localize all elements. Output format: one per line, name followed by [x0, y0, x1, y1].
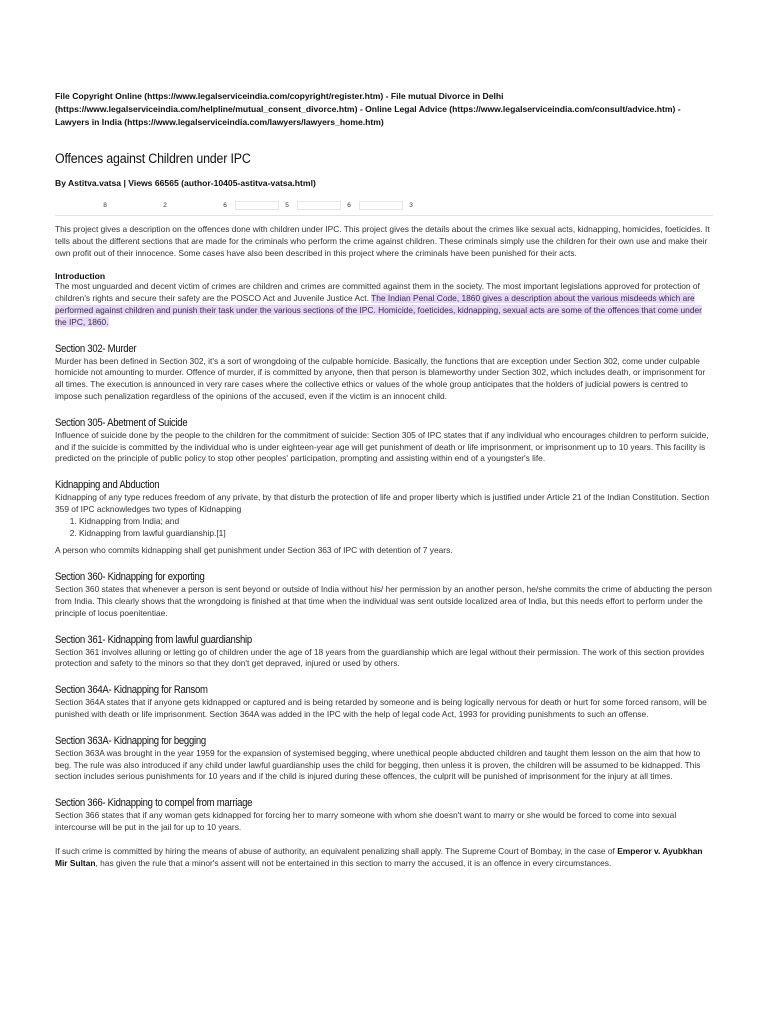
header-links[interactable] [55, 90, 713, 129]
case-name: Emperor v. Ayubkhan Mir Sultan [55, 845, 703, 868]
header-links-line-2[interactable]: (https://www.legalserviceindia.com/helpline/mutual_consent_divorce.htm) - Online Legal Advice (https://www.legalserviceindia.com/consult/advice.htm) - [55, 104, 681, 114]
article-byline[interactable]: By Astitva.vatsa | Views 66565 (author-10405-astitva-vatsa.html) [55, 178, 316, 188]
share-button-box[interactable] [359, 201, 403, 210]
share-count-2[interactable]: 2 [163, 201, 167, 209]
section-363a-text: Section 363A was brought in the year 1959 for the expansion of systemised begging, where unethical people abducted children and taught them lesson on the aim that how to beg. The rule was also introduced if any child under lawful guardianship uses the child for begging, then unless it is proven, the children will be assumed to be kidnapped. This section includes serious punishments for 10 years and if the child is injured during these offences, the culprit will be punished of imprisonment for the injury at all times. [55, 747, 701, 782]
section-366-case-paragraph [55, 846, 713, 870]
list-item: 2. Kidnapping from lawful guardianship.[1] [79, 528, 713, 540]
share-button-box[interactable] [297, 201, 341, 210]
section-305-heading: Section 305- Abetment of Suicide [55, 416, 188, 429]
intro-highlighted-text[interactable]: The Indian Penal Code, 1860 gives a description about the various misdeeds which are performed against children and punish their task under the various sections of the IPC. Homicide, foeticides, kidnapping, sexual acts are some of the offences that come under the IPC, 1860. [55, 293, 702, 327]
section-364a-text: Section 364A states that if anyone gets kidnapped or captured and is being retarded by someone and is being logically nervous for death or hurt for some forced ransom, will be punished with death or life imprisonment. Section 364A was added in the IPC with the help of legal code Act, 1993 for providing punishments to such an offense. [55, 697, 707, 719]
share-button-box[interactable] [235, 201, 279, 210]
share-count-5[interactable]: 6 [347, 201, 351, 209]
intro-paragraph [55, 281, 713, 328]
intro-text: The most unguarded and decent victim of crimes are children and crimes are committed against them in the society. The most important legislations approved for protection of children's rights and secure their safety are the POSCO Act and Juvenile Justice Act. [55, 281, 700, 304]
section-302-text: Murder has been defined in Section 302, it's a sort of wrongdoing of the culpable homicide. Basically, the functions that are exception under Section 302, come under culpable homicide not amounting to murder. Offence of murder, if is committed by anyone, then that person is blameworthy under Section 302, which includes death, or imprisonment for all times. The execution is announced in very rare cases where the collective ethics or values of the whole group anticipates that the holders of judicial powers is centred to impose such penalization regardless of the opinions of the accused, even if the victim is an innocent child. [55, 355, 706, 401]
kidnapping-punishment-text: A person who commits kidnapping shall get punishment under Section 363 of IPC with detention of 7 years. [55, 545, 453, 556]
share-count-1[interactable]: 8 [103, 201, 107, 209]
kidnapping-heading: Kidnapping and Abduction [55, 479, 160, 492]
kidnapping-text: Kidnapping of any type reduces freedom of any private, by that disturb the protection of life and proper liberty which is justified under Article 21 of the Indian Constitution. Section 359 of IPC acknowledges two types of Kidnapping [55, 492, 710, 514]
section-363a-heading: Section 363A- Kidnapping for begging [55, 734, 206, 747]
header-links-line-3[interactable]: Lawyers in India (https://www.legalserviceindia.com/lawyers/lawyers_home.htm) [55, 117, 384, 127]
section-302-heading: Section 302- Murder [55, 342, 137, 355]
case-ruling-text: , has given the rule that a minor's assent will not be entertained in this section to marry the accused, it is an offence in every circumstances. [95, 857, 612, 868]
section-361-text: Section 361 involves alluring or letting go of children under the age of 18 years from the guardianship which are legal without their permission. The work of this section provides protection and safety to the minors so that they don't get depraved, injured or used by others. [55, 646, 705, 669]
article-title: Offences against Children under IPC [55, 151, 251, 166]
section-361-heading: Section 361- Kidnapping from lawful guardianship [55, 633, 252, 646]
kidnapping-types-list [55, 516, 713, 540]
header-links-line-1[interactable]: File Copyright Online (https://www.legalserviceindia.com/copyright/register.htm) - File mutual Divorce in Delhi [55, 91, 504, 101]
section-305-text: Influence of suicide done by the people to the children for the commitment of suicide: Section 305 of IPC states that if any individual who encourages children to perform suicide, and if the suicide is committed by the individual who is under eighteen-year age will get punishment of death or life imprisonment, or imprisonment up to 10 years. This facility is predicted on the principle of public policy to stop other peoples' participation, prompting and assisting within end of a youngster's life. [55, 429, 709, 464]
share-bar [55, 200, 713, 216]
intro-heading: Introduction [55, 271, 106, 282]
section-364a-heading: Section 364A- Kidnapping for Ransom [55, 684, 208, 697]
case-intro-text: If such crime is committed by hiring the means of abuse of authority, an equivalent penalizing shall apply. The Supreme Court of Bombay, in the case of [55, 845, 618, 856]
list-item: 1. Kidnapping from India; and [79, 516, 713, 528]
share-count-6[interactable]: 3 [409, 201, 413, 209]
section-360-text: Section 360 states that whenever a person is sent beyond or outside of India without his/ her permission by an another person, he/she commits the crime of abducting the person from India. This clearly shows that the wrongdoing is finished at that time when the individual was sent outside localized area of India, but this needs effort to perform under the principle of locus poenitentiae. [55, 584, 712, 618]
section-360-heading: Section 360- Kidnapping for exporting [55, 571, 205, 584]
article-abstract: This project gives a description on the offences done with children under IPC. This project gives the details about the crimes like sexual acts, kidnapping, homicides, foeticides. It tells about the different sections that are made for the criminals who perform the crime against children. These criminals simply use the children for their own use and make their own profit out of their innocence. Some cases have also been described in this project where the criminals have been punished for their acts. [55, 224, 710, 258]
section-366-text: Section 366 states that if any woman gets kidnapped for forcing her to marry someone with whom she doesn't want to marry or she would be forced to come into sexual intercourse will be put in the jail for up to 10 years. [55, 810, 677, 832]
section-366-heading: Section 366- Kidnapping to compel from marriage [55, 797, 253, 810]
share-count-4[interactable]: 5 [285, 201, 289, 209]
share-count-3[interactable]: 6 [223, 201, 227, 209]
